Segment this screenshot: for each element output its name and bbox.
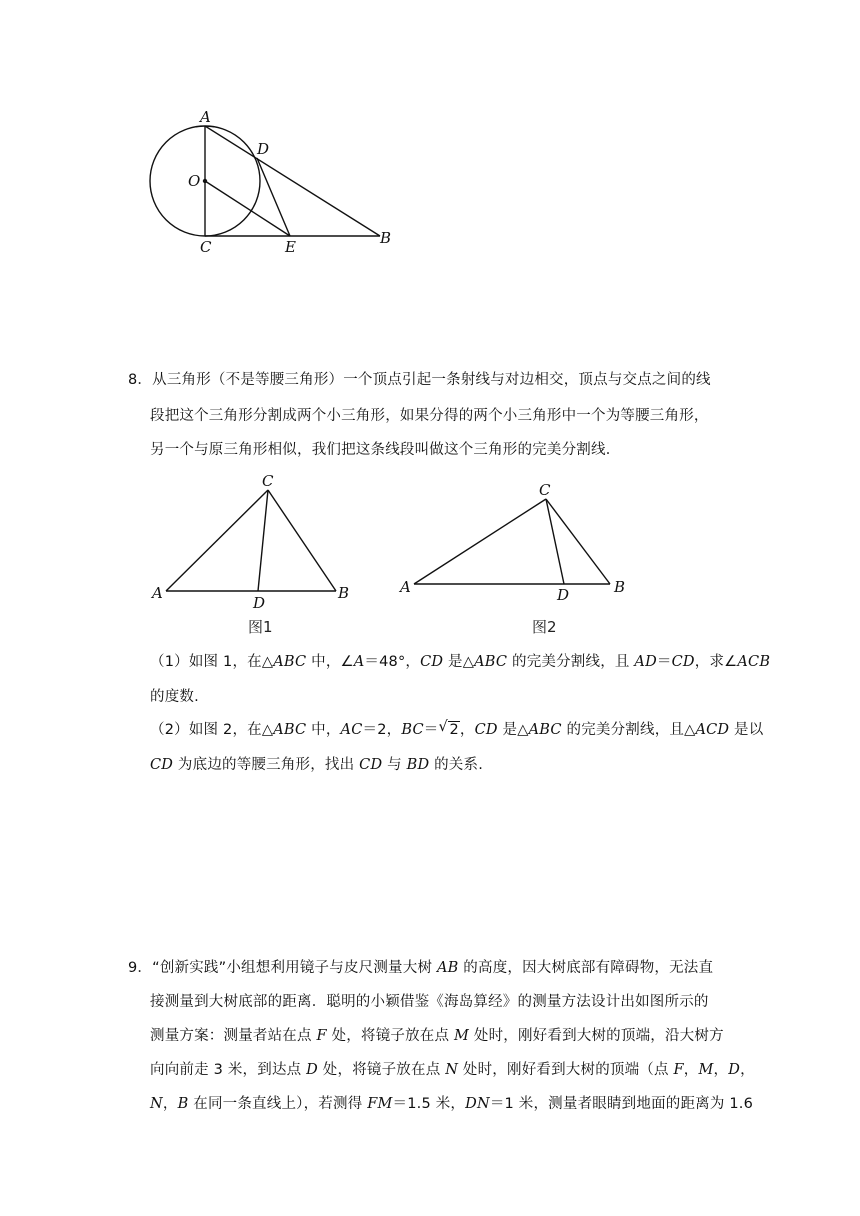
text: ＝ <box>656 654 672 670</box>
text: 是以 <box>729 722 764 738</box>
var-cd: CD <box>420 654 444 670</box>
p8-q2-line-2 <box>150 755 483 775</box>
p8-q1-line-1 <box>150 652 770 672</box>
var-m: M <box>454 1028 470 1044</box>
var-f: F <box>673 1062 684 1078</box>
segment-ab <box>205 126 380 236</box>
var-n: N <box>150 1096 163 1112</box>
fig1-segment-cb <box>268 490 336 591</box>
text: （1）如图 1，在△ <box>150 654 274 670</box>
fig1-label-c: C <box>262 472 274 490</box>
p9-line-4 <box>150 1060 755 1080</box>
text: ＝2， <box>362 722 402 738</box>
figure-circle-triangle <box>140 100 400 260</box>
p8-line-2: 段把这个三角形分割成两个小三角形，如果分得的两个小三角形中一个为等腰三角形， <box>150 408 709 424</box>
var-ac: AC <box>340 722 363 738</box>
p9-line-3 <box>150 1026 724 1046</box>
p8-q2-line-1 <box>150 720 763 740</box>
fig2-label-a: A <box>400 578 411 596</box>
var-dn: DN <box>465 1096 490 1112</box>
text: 的关系. <box>429 757 484 773</box>
var-cd: CD <box>671 654 695 670</box>
sqrt-2 <box>438 720 459 740</box>
label-e: E <box>285 238 296 256</box>
var-abc: ABC <box>528 722 562 738</box>
text: 向向前走 3 米，到达点 <box>150 1062 307 1078</box>
text: 的完美分割线，且△ <box>561 722 696 738</box>
text: （2）如图 2，在△ <box>150 722 274 738</box>
var-f: F <box>316 1028 327 1044</box>
text: 处，将镜子放在点 <box>317 1062 446 1078</box>
var-bc: BC <box>401 722 424 738</box>
text: 9．“创新实践”小组想利用镜子与皮尺测量大树 <box>128 960 437 976</box>
var-ab: AB <box>436 960 459 976</box>
text: 的完美分割线，且 <box>507 654 635 670</box>
p9-line-2: 接测量到大树底部的距离．聪明的小颖借鉴《海岛算经》的测量方法设计出如图所示的 <box>150 994 709 1010</box>
var-cd: CD <box>474 722 498 738</box>
p9-line-1 <box>128 958 713 978</box>
var-fm: FM <box>367 1096 393 1112</box>
label-b: B <box>380 229 392 247</box>
text: 中，∠ <box>306 654 354 670</box>
p8-q1-line-2: 的度数. <box>150 689 199 705</box>
text: ， <box>459 722 475 738</box>
fig2-caption: 图2 <box>532 618 557 636</box>
p8-line-1: 8．从三角形（不是等腰三角形）一个顶点引起一条射线与对边相交，顶点与交点之间的线 <box>128 372 711 388</box>
text: 是△ <box>497 722 529 738</box>
var-abc: ABC <box>273 654 307 670</box>
comma: ， <box>683 1062 699 1078</box>
var-cd: CD <box>150 757 174 773</box>
var-acd: ACD <box>695 722 730 738</box>
var-d: D <box>728 1062 741 1078</box>
text: 处时，刚好看到大树的顶端，沿大树方 <box>469 1028 724 1044</box>
var-b: B <box>177 1096 189 1112</box>
text: 处时，刚好看到大树的顶端（点 <box>458 1062 674 1078</box>
figure-2-svg <box>396 478 636 640</box>
fig2-label-c: C <box>539 481 551 499</box>
figure-2 <box>396 478 636 640</box>
circle-triangle-svg <box>140 100 400 260</box>
var-abc: ABC <box>273 722 307 738</box>
var-abc: ABC <box>474 654 508 670</box>
text: ＝1.5 米， <box>392 1096 466 1112</box>
text: 在同一条直线上），若测得 <box>188 1096 368 1112</box>
text: 处，将镜子放在点 <box>326 1028 454 1044</box>
fig1-label-a: A <box>152 584 163 602</box>
var-cd: CD <box>359 757 383 773</box>
var-a: A <box>353 654 365 670</box>
comma: ， <box>713 1062 729 1078</box>
fig1-label-b: B <box>338 584 350 602</box>
text: 为底边的等腰三角形，找出 <box>173 757 360 773</box>
comma: ， <box>740 1062 755 1078</box>
var-m: M <box>698 1062 714 1078</box>
text: ＝ <box>423 722 439 738</box>
fig2-label-d: D <box>557 586 570 604</box>
label-o: O <box>188 172 201 190</box>
point-o <box>203 179 207 183</box>
var-acb: ACB <box>737 654 771 670</box>
text: 与 <box>382 757 407 773</box>
label-a: A <box>200 108 211 126</box>
segment-oe <box>205 181 290 236</box>
sqrt-value: 2 <box>449 722 459 738</box>
var-d: D <box>306 1062 318 1078</box>
text: 中， <box>306 722 341 738</box>
text: 测量方案：测量者站在点 <box>150 1028 317 1044</box>
text: 的高度，因大树底部有障碍物，无法直 <box>458 960 714 976</box>
fig1-segment-cd <box>258 490 268 591</box>
text: ＝48°， <box>364 654 421 670</box>
label-d: D <box>257 140 270 158</box>
fig1-label-d: D <box>253 594 266 612</box>
fig2-label-b: B <box>614 578 626 596</box>
text: 是△ <box>443 654 475 670</box>
p9-line-5 <box>150 1094 753 1114</box>
figure-1 <box>148 470 368 640</box>
var-ad: AD <box>634 654 657 670</box>
comma: ， <box>162 1096 178 1112</box>
label-c: C <box>200 238 212 256</box>
p8-line-3: 另一个与原三角形相似，我们把这条线段叫做这个三角形的完美分割线． <box>150 442 621 458</box>
text: ＝1 米，测量者眼睛到地面的距离为 1.6 <box>489 1096 754 1112</box>
sqrt-sign: √ <box>438 719 448 735</box>
var-n: N <box>445 1062 459 1078</box>
text: ，求∠ <box>694 654 738 670</box>
var-bd: BD <box>406 757 430 773</box>
figure-1-svg <box>148 470 368 640</box>
fig1-segment-ac <box>166 490 268 591</box>
fig2-segment-ac <box>414 499 546 584</box>
fig1-caption: 图1 <box>248 618 273 636</box>
